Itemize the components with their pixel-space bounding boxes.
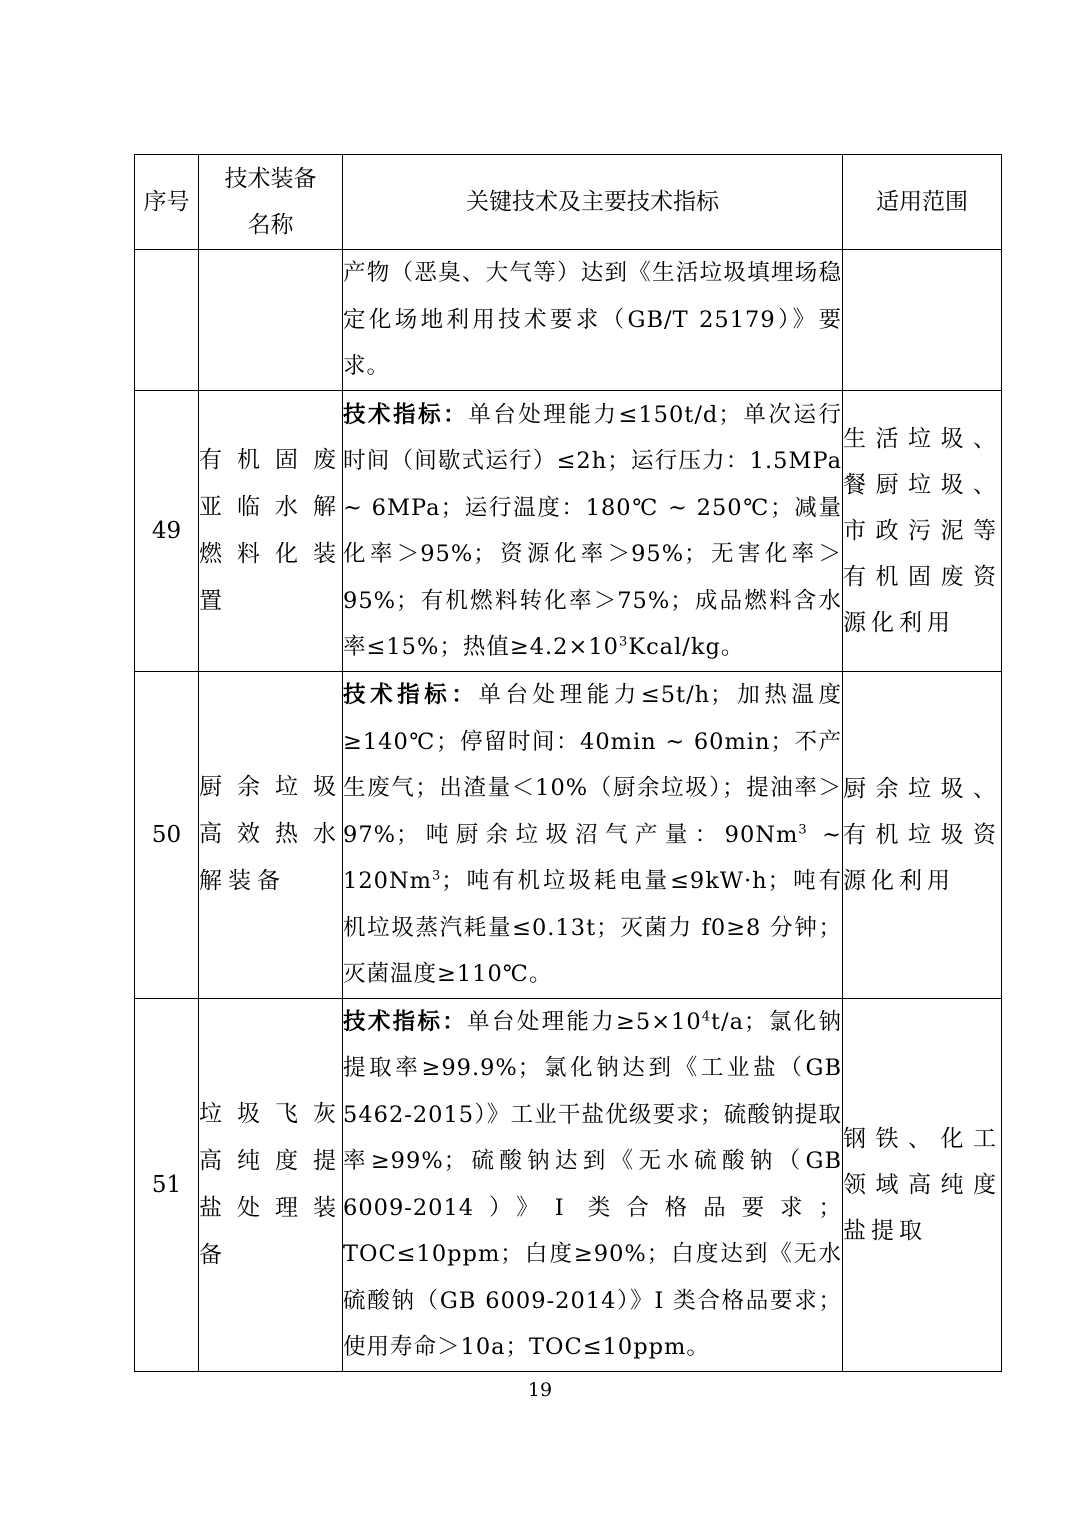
header-seq: 序号 (135, 155, 199, 250)
row-seq: 51 (135, 998, 199, 1371)
key-tech-text-end: t/a；氯化钠提取率≥99.9%；氯化钠达到《工业盐（GB 5462-2015）》工业干盐优级要求；硫酸钠提取率≥99%；硫酸钠达到《无水硫酸钠（GB 6009-2014）》I 类合格品要求；TOC≤10ppm；白度≥90%；白度达到《无水硫酸钠（GB 6009-2014）》I 类合格品要求；使用寿命＞10a；TOC≤10ppm。 (343, 1008, 842, 1360)
superscript: 3 (798, 822, 808, 837)
key-tech-text: 单台处理能力≤5t/h；加热温度≥140℃；停留时间：40min ~ 60min；不产生废气；出渣量＜10%（厨余垃圾）；提油率＞97%；吨厨余垃圾沼气产量：90Nm (343, 682, 842, 848)
row-seq: 49 (135, 391, 199, 672)
row-scope: 钢铁、化工领域高纯度盐提取 (843, 998, 1002, 1371)
header-name: 技术装备名称 (199, 155, 343, 250)
row-key-tech (343, 998, 843, 1371)
superscript: 3 (431, 868, 442, 884)
row-scope: 厨余垃圾、有机垃圾资源化利用 (843, 672, 1002, 999)
tech-indicator-label: 技术指标： (343, 401, 469, 428)
row-scope: 生活垃圾、餐厨垃圾、市政污泥等有机固废资源化利用 (843, 391, 1002, 672)
row-scope (843, 250, 1002, 391)
row-seq: 50 (135, 672, 199, 999)
row-name: 厨余垃圾高效热水解装备 (199, 672, 343, 999)
row-key-tech (343, 250, 843, 391)
key-tech-text-mid: ~ 120Nm (343, 821, 842, 894)
key-tech-text: 单台处理能力≤150t/d；单次运行时间（间歇式运行）≤2h；运行压力：1.5MPa ~ 6MPa；运行温度：180℃ ~ 250℃；减量化率＞95%；资源化率＞95%；无害化率＞95%；有机燃料转化率＞75%；成品燃料含水率≤15%；热值≥4.2×10 (343, 401, 842, 660)
header-key-tech: 关键技术及主要技术指标 (343, 155, 843, 250)
row-key-tech (343, 391, 843, 672)
key-tech-text-end: Kcal/kg。 (628, 634, 745, 660)
table-row (135, 250, 1002, 391)
row-name (199, 250, 343, 391)
table-header-row (135, 155, 1002, 250)
key-tech-text: 产物（恶臭、大气等）达到《生活垃圾填埋场稳定化场地利用技术要求（GB/T 25179）》要求。 (343, 260, 842, 380)
row-seq (135, 250, 199, 391)
table-row (135, 998, 1002, 1371)
page-number: 19 (527, 1379, 553, 1401)
header-scope: 适用范围 (843, 155, 1002, 250)
key-tech-text: 单台处理能力≥5×10 (467, 1008, 702, 1035)
tech-indicator-label: 技术指标： (343, 1008, 468, 1035)
superscript: 3 (618, 634, 629, 650)
tech-indicator-label: 技术指标： (343, 682, 479, 708)
table-row (135, 391, 1002, 672)
row-name: 垃圾飞灰高纯度提盐处理装备 (199, 998, 343, 1371)
row-name: 有机固废亚临水解燃料化装置 (199, 391, 343, 672)
technology-equipment-table (134, 154, 1002, 1372)
row-key-tech (343, 672, 843, 999)
table-row (135, 672, 1002, 999)
superscript: 4 (701, 1009, 711, 1024)
key-tech-text-end: ；吨有机垃圾耗电量≤9kW·h；吨有机垃圾蒸汽耗量≤0.13t；灭菌力 f0≥8 分钟；灭菌温度≥110℃。 (343, 868, 842, 987)
